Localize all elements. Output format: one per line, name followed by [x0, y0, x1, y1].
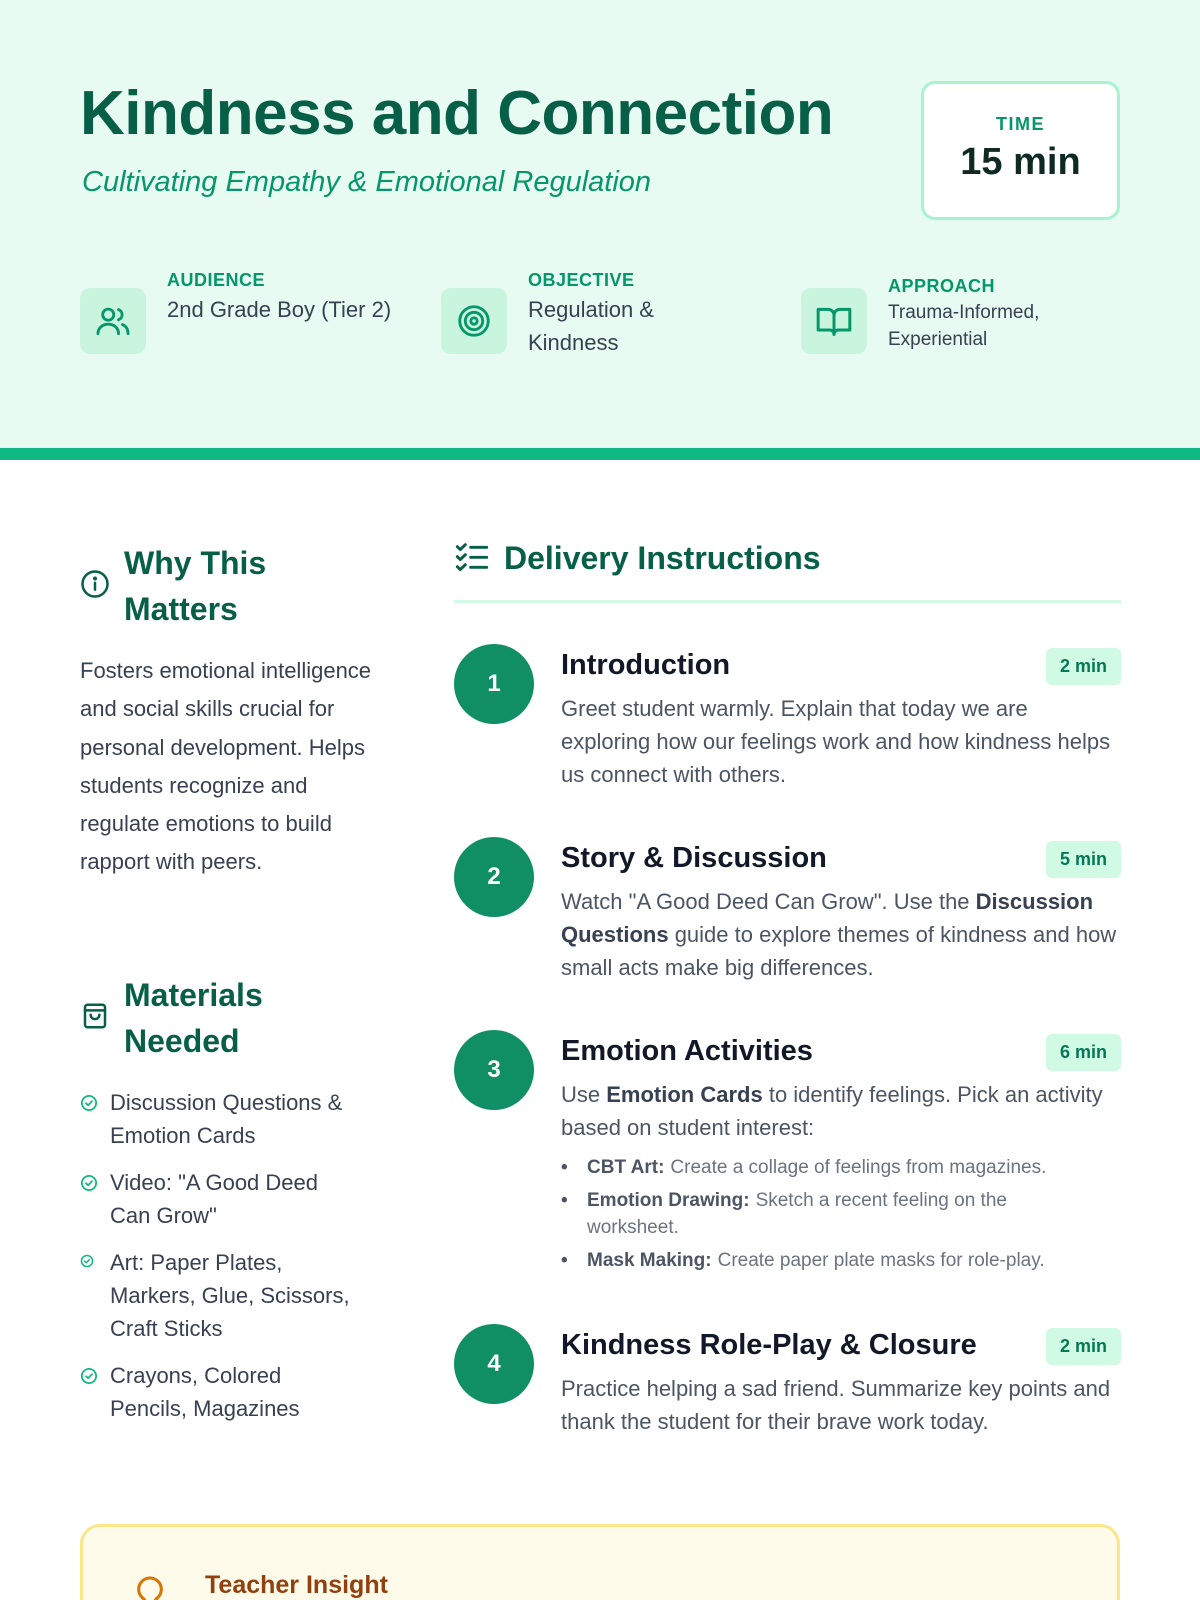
activity-text: Create paper plate masks for role-play. [717, 1250, 1045, 1271]
step-number: 2 [454, 837, 534, 917]
list-item [80, 1359, 380, 1425]
list-item [561, 1247, 1121, 1274]
materials-list [80, 1086, 380, 1439]
material-text: Crayons, Colored Pencils, Magazines [110, 1363, 300, 1421]
materials-title: Materials Needed [124, 977, 263, 1059]
list-item [561, 1154, 1121, 1181]
material-text: Discussion Questions & Emotion Cards [110, 1090, 343, 1148]
desc-text: Watch "A Good Deed Can Grow". Use the [561, 889, 976, 914]
meta-approach [801, 270, 1131, 354]
shopping-bag-icon [80, 1001, 110, 1036]
activity-text: Sketch a recent feeling on the worksheet. [587, 1190, 1007, 1238]
bullet-icon: • [561, 1157, 568, 1178]
step-number: 1 [454, 644, 534, 724]
activity-label: Emotion Drawing: [587, 1190, 750, 1211]
time-card [921, 81, 1120, 220]
insight-title: Teacher Insight [205, 1571, 388, 1599]
check-circle-icon [80, 1174, 100, 1197]
delivery-heading [454, 540, 821, 577]
material-text: Video: "A Good Deed Can Grow" [110, 1170, 319, 1228]
desc-text: Use [561, 1082, 607, 1107]
page-title: Kindness and Connection [80, 79, 834, 148]
meta-label: OBJECTIVE [528, 270, 635, 290]
step-title: Introduction [561, 649, 731, 681]
why-body: Fosters emotional intelligence and social skills crucial for personal development. Helps students recognize and regulate emotions to build rapport with peers. [80, 658, 372, 875]
check-circle-icon [80, 1094, 100, 1117]
desc-emphasis: Discussion Questions [561, 889, 1094, 947]
desc-text: guide to explore themes of kindness and how small acts make big differences. [561, 922, 1117, 980]
duration-badge: 2 min [1046, 1328, 1121, 1365]
list-item [561, 1187, 1121, 1241]
desc-emphasis: Emotion Cards [606, 1082, 763, 1107]
activity-list [561, 1154, 1121, 1274]
step-title: Story & Discussion [561, 842, 827, 874]
material-text: Art: Paper Plates, Markers, Glue, Scissors, Craft Sticks [110, 1250, 350, 1341]
step-title: Kindness Role-Play & Closure [561, 1329, 977, 1361]
page-subtitle: Cultivating Empathy & Emotional Regulation [82, 166, 652, 198]
step-number: 3 [454, 1030, 534, 1110]
activity-label: Mask Making: [587, 1250, 712, 1271]
step-number: 4 [454, 1324, 534, 1404]
materials-heading [80, 972, 304, 1064]
info-icon [80, 569, 110, 604]
duration-badge: 2 min [1046, 648, 1121, 685]
header-divider [0, 448, 1200, 460]
users-icon [80, 288, 146, 354]
lightbulb-icon [133, 1575, 167, 1600]
desc-text: to identify feelings. Pick an activity based on student interest: [561, 1082, 1103, 1140]
list-item [80, 1086, 380, 1152]
step-description [561, 1078, 1121, 1144]
list-item [80, 1166, 380, 1232]
meta-value: Regulation & Kindness [528, 297, 654, 355]
why-title: Why This Matters [124, 545, 267, 627]
target-icon [441, 288, 507, 354]
book-open-icon [801, 288, 867, 354]
time-value: 15 min [960, 141, 1081, 183]
step-description [561, 1372, 1121, 1438]
step-description [561, 692, 1121, 791]
why-heading [80, 540, 304, 632]
duration-badge: 5 min [1046, 841, 1121, 878]
teacher-insight-card [80, 1524, 1120, 1600]
desc-text: Practice helping a sad friend. Summarize key points and thank the student for their brave work today. [561, 1376, 1111, 1434]
delivery-title: Delivery Instructions [504, 540, 821, 576]
check-circle-icon [80, 1367, 100, 1390]
meta-label: AUDIENCE [167, 270, 266, 290]
meta-value: Trauma-Informed, Experiential [888, 302, 1040, 350]
activity-label: CBT Art: [587, 1157, 665, 1178]
check-circle-icon [80, 1254, 100, 1273]
meta-audience [80, 270, 400, 354]
bullet-icon: • [561, 1190, 568, 1211]
meta-label: APPROACH [888, 276, 996, 296]
bullet-icon: • [561, 1250, 568, 1271]
desc-text: Greet student warmly. Explain that today we are exploring how our feelings work and how kindness helps us connect with others. [561, 696, 1111, 787]
activity-text: Create a collage of feelings from magazines. [670, 1157, 1047, 1178]
divider [454, 600, 1121, 603]
list-checks-icon [454, 540, 490, 577]
step-description [561, 885, 1121, 984]
step-title: Emotion Activities [561, 1035, 813, 1067]
time-label: TIME [996, 114, 1045, 134]
list-item [80, 1246, 380, 1345]
meta-objective [441, 270, 771, 359]
duration-badge: 6 min [1046, 1034, 1121, 1071]
meta-value: 2nd Grade Boy (Tier 2) [167, 297, 392, 322]
header-banner [0, 0, 1200, 448]
